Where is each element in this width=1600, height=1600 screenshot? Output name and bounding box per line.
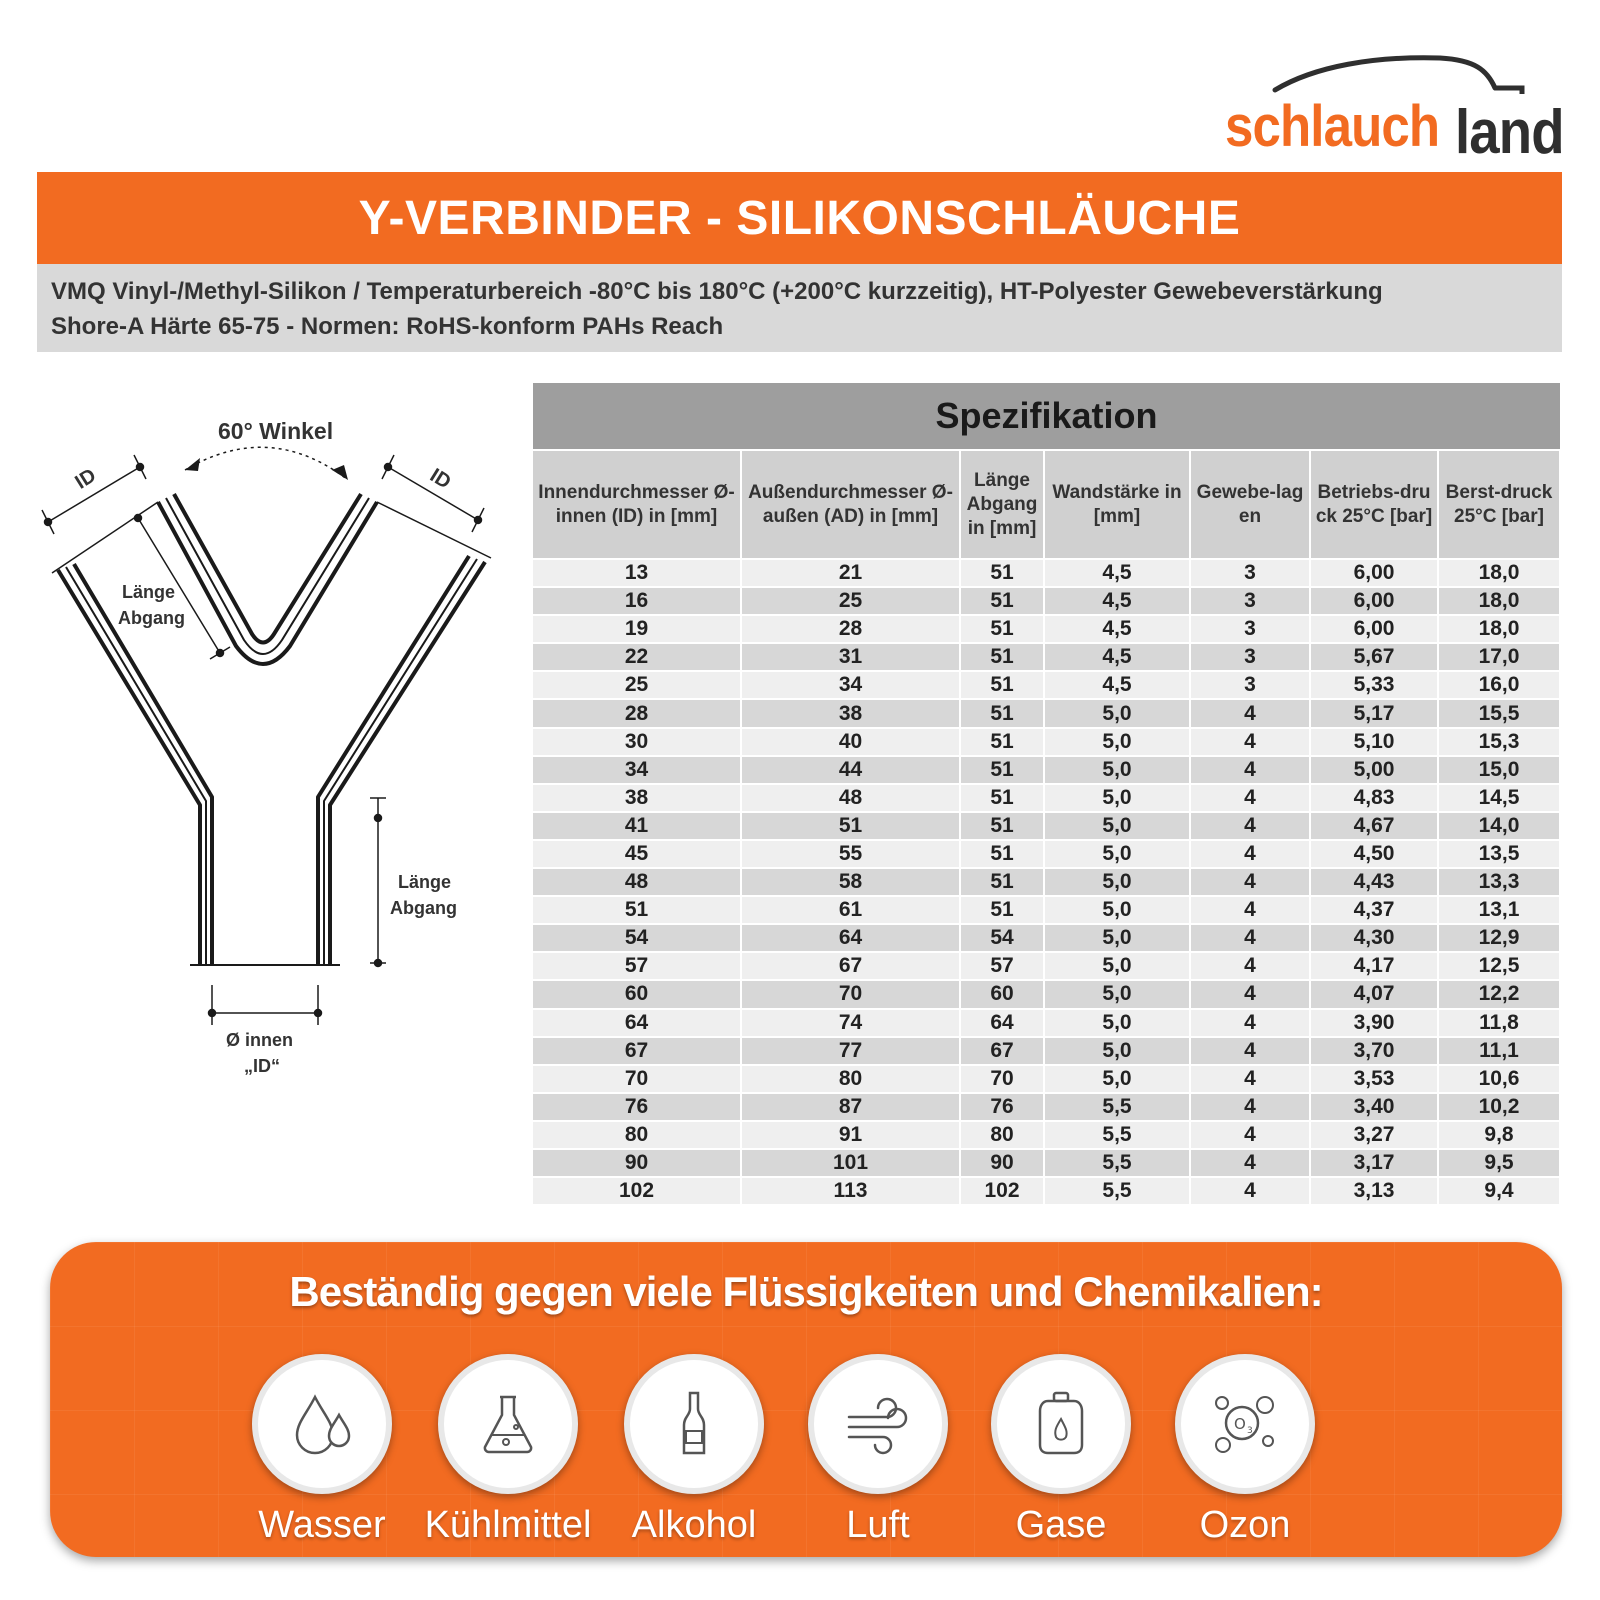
resistance-panel	[50, 1242, 1562, 1557]
table-cell: 6,00	[1310, 615, 1438, 643]
spec-header-cell: Wandstärke in [mm]	[1044, 451, 1190, 559]
table-cell: 74	[741, 1009, 960, 1037]
resistance-label: Gase	[1015, 1504, 1107, 1546]
svg-text:O: O	[1234, 1415, 1246, 1433]
table-row	[533, 980, 1560, 1008]
table-row	[533, 812, 1560, 840]
table-cell: 4,83	[1310, 784, 1438, 812]
resistance-item-ozon	[1150, 1354, 1340, 1547]
table-row	[533, 868, 1560, 896]
y-connector-diagram	[30, 410, 530, 1110]
angle-label: 60° Winkel	[218, 418, 334, 444]
table-cell: 44	[741, 756, 960, 784]
inner-v-wall	[158, 494, 377, 664]
table-row	[533, 559, 1560, 587]
table-cell: 4,07	[1310, 980, 1438, 1008]
table-cell: 4,5	[1044, 587, 1190, 615]
table-cell: 9,8	[1438, 1121, 1560, 1149]
table-cell: 4	[1190, 1121, 1310, 1149]
spec-header-row	[533, 451, 1560, 559]
table-cell: 4	[1190, 840, 1310, 868]
table-cell: 5,17	[1310, 699, 1438, 727]
resistance-item-alkohol	[599, 1354, 789, 1547]
table-row	[533, 1009, 1560, 1037]
water-drops-icon	[287, 1389, 357, 1459]
logo-text-schlauch: schlauch	[1225, 94, 1440, 159]
table-cell: 4,37	[1310, 896, 1438, 924]
table-row	[533, 728, 1560, 756]
table-cell: 51	[960, 896, 1044, 924]
table-cell: 5,0	[1044, 756, 1190, 784]
table-cell: 3,17	[1310, 1149, 1438, 1177]
table-cell: 4	[1190, 699, 1310, 727]
table-cell: 102	[533, 1177, 741, 1205]
table-row	[533, 1093, 1560, 1121]
table-cell: 31	[741, 643, 960, 671]
table-cell: 91	[741, 1121, 960, 1149]
resistance-circle	[438, 1354, 578, 1494]
table-cell: 90	[960, 1149, 1044, 1177]
table-cell: 12,9	[1438, 924, 1560, 952]
table-cell: 54	[533, 924, 741, 952]
table-cell: 51	[960, 728, 1044, 756]
table-cell: 51	[960, 812, 1044, 840]
table-cell: 4	[1190, 1093, 1310, 1121]
table-cell: 5,0	[1044, 896, 1190, 924]
table-cell: 19	[533, 615, 741, 643]
inner-diameter-label-2: „ID“	[244, 1056, 280, 1076]
table-cell: 3	[1190, 615, 1310, 643]
table-cell: 5,0	[1044, 1065, 1190, 1093]
gas-cylinder-icon	[1026, 1389, 1096, 1459]
table-cell: 4,17	[1310, 952, 1438, 980]
table-cell: 10,2	[1438, 1093, 1560, 1121]
material-specs	[37, 264, 1562, 352]
table-cell: 5,5	[1044, 1149, 1190, 1177]
laenge-upper-label-2: Abgang	[118, 608, 185, 628]
table-cell: 38	[533, 784, 741, 812]
table-cell: 3,40	[1310, 1093, 1438, 1121]
table-cell: 55	[741, 840, 960, 868]
table-cell: 5,0	[1044, 924, 1190, 952]
table-cell: 5,00	[1310, 756, 1438, 784]
table-cell: 12,5	[1438, 952, 1560, 980]
table-cell: 77	[741, 1037, 960, 1065]
table-cell: 60	[960, 980, 1044, 1008]
table-cell: 9,4	[1438, 1177, 1560, 1205]
table-cell: 4	[1190, 868, 1310, 896]
table-cell: 25	[741, 587, 960, 615]
table-cell: 14,5	[1438, 784, 1560, 812]
table-cell: 5,10	[1310, 728, 1438, 756]
table-cell: 51	[960, 643, 1044, 671]
table-cell: 4,30	[1310, 924, 1438, 952]
table-cell: 9,5	[1438, 1149, 1560, 1177]
table-cell: 67	[960, 1037, 1044, 1065]
table-cell: 51	[960, 587, 1044, 615]
svg-text:3: 3	[1247, 1426, 1253, 1436]
page-title: Y-VERBINDER - SILIKONSCHLÄUCHE	[358, 191, 1241, 245]
table-cell: 67	[741, 952, 960, 980]
table-cell: 51	[960, 699, 1044, 727]
table-cell: 90	[533, 1149, 741, 1177]
table-cell: 5,33	[1310, 671, 1438, 699]
table-cell: 51	[741, 812, 960, 840]
table-cell: 6,00	[1310, 587, 1438, 615]
table-cell: 5,5	[1044, 1121, 1190, 1149]
laenge-lower-label-1: Länge	[398, 872, 452, 892]
table-cell: 5,0	[1044, 840, 1190, 868]
table-cell: 57	[960, 952, 1044, 980]
table-cell: 80	[960, 1121, 1044, 1149]
table-cell: 51	[960, 840, 1044, 868]
resistance-label: Luft	[846, 1504, 910, 1546]
table-cell: 51	[533, 896, 741, 924]
resistance-circle	[1175, 1354, 1315, 1494]
spec-header-cell: Gewebe-lag en	[1190, 451, 1310, 559]
table-cell: 58	[741, 868, 960, 896]
table-cell: 3	[1190, 587, 1310, 615]
table-cell: 5,0	[1044, 784, 1190, 812]
table-row	[533, 1121, 1560, 1149]
table-row	[533, 699, 1560, 727]
inner-diameter-label-1: Ø innen	[226, 1030, 293, 1050]
resistance-label: Kühlmittel	[424, 1504, 592, 1546]
table-cell: 13,5	[1438, 840, 1560, 868]
table-cell: 70	[741, 980, 960, 1008]
table-cell: 64	[960, 1009, 1044, 1037]
laenge-lower-label-2: Abgang	[390, 898, 457, 918]
table-cell: 3,70	[1310, 1037, 1438, 1065]
table-cell: 4,43	[1310, 868, 1438, 896]
resistance-item-wasser	[227, 1354, 417, 1547]
table-cell: 21	[741, 559, 960, 587]
y-connector-drawing	[30, 410, 530, 1110]
table-cell: 4	[1190, 1037, 1310, 1065]
table-cell: 3,13	[1310, 1177, 1438, 1205]
table-cell: 4	[1190, 952, 1310, 980]
table-cell: 60	[533, 980, 741, 1008]
table-cell: 5,0	[1044, 1037, 1190, 1065]
table-row	[533, 896, 1560, 924]
specs-line-1: VMQ Vinyl-/Methyl-Silikon / Temperaturbereich -80°C bis 180°C (+200°C kurzzeitig), HT-Polyester Gewebeverstärkung	[51, 278, 1383, 305]
table-cell: 38	[741, 699, 960, 727]
spec-header-cell: Berst-druck 25°C [bar]	[1438, 451, 1560, 559]
spec-header-cell: Länge Abgang in [mm]	[960, 451, 1044, 559]
table-row	[533, 756, 1560, 784]
flask-icon	[473, 1389, 543, 1459]
table-cell: 64	[533, 1009, 741, 1037]
resistance-item-kuehlmittel	[413, 1354, 603, 1547]
bottle-icon	[659, 1389, 729, 1459]
table-cell: 3	[1190, 643, 1310, 671]
table-cell: 80	[533, 1121, 741, 1149]
id-left-label: ID	[71, 464, 101, 494]
table-cell: 51	[960, 868, 1044, 896]
table-cell: 30	[533, 728, 741, 756]
spec-table	[533, 451, 1561, 1206]
table-cell: 34	[533, 756, 741, 784]
table-cell: 15,3	[1438, 728, 1560, 756]
table-cell: 5,67	[1310, 643, 1438, 671]
table-cell: 41	[533, 812, 741, 840]
table-cell: 5,0	[1044, 980, 1190, 1008]
table-cell: 51	[960, 671, 1044, 699]
table-cell: 18,0	[1438, 615, 1560, 643]
resistance-label: Ozon	[1199, 1504, 1291, 1546]
table-cell: 102	[960, 1177, 1044, 1205]
spec-table-body	[533, 559, 1560, 1205]
table-cell: 5,0	[1044, 868, 1190, 896]
table-cell: 12,2	[1438, 980, 1560, 1008]
table-row	[533, 671, 1560, 699]
table-row	[533, 952, 1560, 980]
table-cell: 4	[1190, 1149, 1310, 1177]
table-row	[533, 1177, 1560, 1205]
table-cell: 15,5	[1438, 699, 1560, 727]
table-cell: 25	[533, 671, 741, 699]
table-cell: 4	[1190, 756, 1310, 784]
table-cell: 3,90	[1310, 1009, 1438, 1037]
table-cell: 4	[1190, 784, 1310, 812]
table-cell: 70	[533, 1065, 741, 1093]
table-cell: 51	[960, 784, 1044, 812]
table-row	[533, 587, 1560, 615]
table-cell: 51	[960, 559, 1044, 587]
wind-icon	[843, 1389, 913, 1459]
table-cell: 4	[1190, 1065, 1310, 1093]
resistance-circle	[808, 1354, 948, 1494]
laenge-upper-label-1: Länge	[122, 582, 176, 602]
table-row	[533, 840, 1560, 868]
id-right-label: ID	[425, 464, 455, 494]
table-cell: 5,0	[1044, 812, 1190, 840]
table-cell: 22	[533, 643, 741, 671]
table-cell: 18,0	[1438, 587, 1560, 615]
table-cell: 45	[533, 840, 741, 868]
specs-line-2: Shore-A Härte 65-75 - Normen: RoHS-konform PAHs Reach	[51, 313, 724, 340]
table-cell: 10,6	[1438, 1065, 1560, 1093]
table-cell: 4	[1190, 1177, 1310, 1205]
table-cell: 54	[960, 924, 1044, 952]
table-cell: 48	[741, 784, 960, 812]
table-cell: 51	[960, 615, 1044, 643]
table-cell: 15,0	[1438, 756, 1560, 784]
table-cell: 80	[741, 1065, 960, 1093]
table-row	[533, 615, 1560, 643]
resistance-label: Alkohol	[631, 1504, 757, 1546]
table-cell: 4	[1190, 728, 1310, 756]
brand-logo	[1225, 48, 1565, 167]
resistance-title: Beständig gegen viele Flüssigkeiten und Chemikalien:	[289, 1268, 1323, 1315]
table-cell: 16	[533, 587, 741, 615]
table-cell: 28	[741, 615, 960, 643]
ozone-icon	[1210, 1389, 1280, 1459]
table-cell: 70	[960, 1065, 1044, 1093]
table-cell: 3,53	[1310, 1065, 1438, 1093]
table-cell: 34	[741, 671, 960, 699]
resistance-label: Wasser	[258, 1504, 386, 1546]
resistance-item-gase	[966, 1354, 1156, 1547]
table-cell: 5,5	[1044, 1177, 1190, 1205]
table-cell: 101	[741, 1149, 960, 1177]
table-cell: 13,3	[1438, 868, 1560, 896]
table-cell: 5,0	[1044, 1009, 1190, 1037]
resistance-circle	[624, 1354, 764, 1494]
table-cell: 4,50	[1310, 840, 1438, 868]
table-cell: 5,0	[1044, 952, 1190, 980]
table-cell: 3	[1190, 671, 1310, 699]
table-cell: 40	[741, 728, 960, 756]
table-cell: 5,0	[1044, 699, 1190, 727]
table-cell: 57	[533, 952, 741, 980]
table-cell: 5,0	[1044, 728, 1190, 756]
table-cell: 4	[1190, 812, 1310, 840]
table-cell: 4,67	[1310, 812, 1438, 840]
table-cell: 61	[741, 896, 960, 924]
table-row	[533, 924, 1560, 952]
table-cell: 76	[533, 1093, 741, 1121]
table-cell: 4	[1190, 980, 1310, 1008]
table-cell: 4	[1190, 924, 1310, 952]
table-cell: 28	[533, 699, 741, 727]
table-cell: 4	[1190, 1009, 1310, 1037]
table-cell: 51	[960, 756, 1044, 784]
table-cell: 13,1	[1438, 896, 1560, 924]
table-cell: 4,5	[1044, 643, 1190, 671]
table-cell: 17,0	[1438, 643, 1560, 671]
table-cell: 3	[1190, 559, 1310, 587]
table-cell: 4	[1190, 896, 1310, 924]
table-cell: 3,27	[1310, 1121, 1438, 1149]
table-cell: 4,5	[1044, 559, 1190, 587]
resistance-circle	[991, 1354, 1131, 1494]
table-cell: 4,5	[1044, 671, 1190, 699]
table-cell: 18,0	[1438, 559, 1560, 587]
resistance-circle	[252, 1354, 392, 1494]
table-row	[533, 784, 1560, 812]
table-cell: 4,5	[1044, 615, 1190, 643]
logo-text-land: land	[1455, 98, 1564, 167]
table-cell: 11,1	[1438, 1037, 1560, 1065]
table-cell: 113	[741, 1177, 960, 1205]
table-row	[533, 1149, 1560, 1177]
table-cell: 87	[741, 1093, 960, 1121]
table-cell: 13	[533, 559, 741, 587]
table-cell: 48	[533, 868, 741, 896]
table-cell: 14,0	[1438, 812, 1560, 840]
spec-header-cell: Innendurchmesser Ø-innen (ID) in [mm]	[533, 451, 741, 559]
table-row	[533, 1037, 1560, 1065]
table-cell: 16,0	[1438, 671, 1560, 699]
spec-table-title: Spezifikation	[533, 383, 1560, 449]
table-cell: 76	[960, 1093, 1044, 1121]
table-row	[533, 643, 1560, 671]
table-cell: 6,00	[1310, 559, 1438, 587]
resistance-item-luft	[783, 1354, 973, 1547]
table-row	[533, 1065, 1560, 1093]
table-cell: 11,8	[1438, 1009, 1560, 1037]
table-cell: 5,5	[1044, 1093, 1190, 1121]
table-cell: 67	[533, 1037, 741, 1065]
table-cell: 64	[741, 924, 960, 952]
page-title-banner	[37, 172, 1562, 264]
spec-header-cell: Außendurchmesser Ø-außen (AD) in [mm]	[741, 451, 960, 559]
spec-header-cell: Betriebs-dru ck 25°C [bar]	[1310, 451, 1438, 559]
